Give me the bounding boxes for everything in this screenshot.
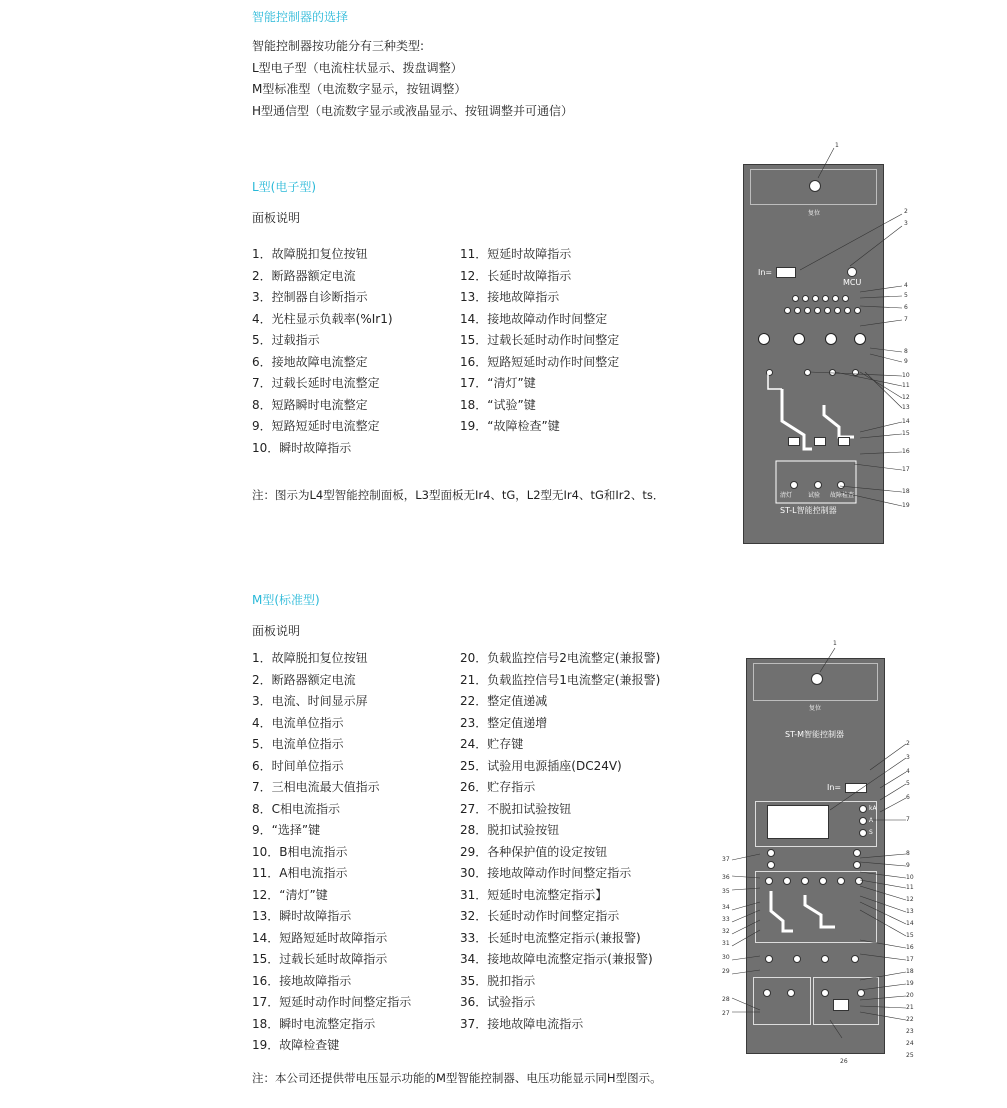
list-item: 3．控制器自诊断指示 xyxy=(252,290,368,304)
list-item: 17．短延时动作时间整定指示 xyxy=(252,995,412,1009)
m-type-list-left xyxy=(252,648,411,1057)
list-item: 13．接地故障指示 xyxy=(460,290,560,304)
callout: 31 xyxy=(722,940,730,947)
callout: 4 xyxy=(904,282,908,289)
callout: 10 xyxy=(906,874,914,881)
callout: 19 xyxy=(902,502,910,509)
callout: 17 xyxy=(902,466,910,473)
m-panel-leaders xyxy=(720,640,910,1050)
callout: 11 xyxy=(902,382,910,389)
unit-s-label: S xyxy=(869,829,873,836)
list-item: 25．试验用电源插座(DC24V) xyxy=(460,758,622,773)
callout: 18 xyxy=(902,488,910,495)
callout: 18 xyxy=(906,968,914,975)
callout: 35 xyxy=(722,888,730,895)
test-key-label: 试验 xyxy=(808,492,821,499)
list-item: 31．短延时电流整定指示】 xyxy=(460,887,608,902)
callout: 30 xyxy=(722,954,730,961)
list-item: 2．断路器额定电流 xyxy=(252,268,356,283)
callout: 3 xyxy=(906,754,910,761)
unit-a-label: A xyxy=(869,817,874,824)
l-type-note: 注：图示为L4型智能控制面板，L3型面板无Ir4、tG，L2型无Ir4、tG和Ir2、ts． xyxy=(252,488,665,502)
callout: 14 xyxy=(906,920,914,927)
model-label: ST-M智能控制器 xyxy=(785,730,845,739)
callout: 11 xyxy=(906,884,914,891)
intro-block xyxy=(252,36,573,122)
callout: 8 xyxy=(904,348,908,355)
m-type-title: M型(标准型) xyxy=(252,593,320,607)
m-type-list-right xyxy=(460,648,660,1035)
callout: 14 xyxy=(902,418,910,425)
callout: 1 xyxy=(833,640,837,647)
list-item: 11．A相电流指示 xyxy=(252,866,348,880)
list-item: 27．不脱扣试验按钮 xyxy=(460,801,572,816)
list-item: 36．试验指示 xyxy=(460,995,536,1009)
l-type-list-left xyxy=(252,244,393,459)
list-item: 9．短路短延时电流整定 xyxy=(252,419,380,433)
callout: 19 xyxy=(906,980,914,987)
callout: 25 xyxy=(906,1052,914,1059)
callout: 16 xyxy=(902,448,910,455)
l-type-title: L型(电子型) xyxy=(252,180,317,194)
callout: 2 xyxy=(904,208,908,215)
list-item: 37．接地故障电流指示 xyxy=(460,1016,584,1031)
callout: 27 xyxy=(722,1010,730,1017)
list-item: 24．贮存键 xyxy=(460,737,524,751)
intro-line: H型通信型（电流数字显示或液晶显示、按钮调整并可通信） xyxy=(252,103,574,118)
unit-ka-label: kA xyxy=(869,805,877,812)
list-item: 6．接地故障电流整定 xyxy=(252,354,368,369)
list-item: 18．“试验”键 xyxy=(460,397,536,412)
callout: 26 xyxy=(840,1058,848,1065)
list-item: 34．接地故障电流整定指示(兼报警) xyxy=(460,952,653,966)
callout: 32 xyxy=(722,928,730,935)
list-item: 4．电流单位指示 xyxy=(252,715,344,730)
list-item: 12．“清灯”键 xyxy=(252,887,328,902)
list-item: 15．过载长延时动作时间整定 xyxy=(460,333,620,347)
list-item: 16．短路短延时动作时间整定 xyxy=(460,354,620,369)
list-item: 16．接地故障指示 xyxy=(252,973,352,988)
model-label: ST-L智能控制器 xyxy=(780,506,837,515)
callout: 1 xyxy=(835,142,839,149)
clear-key-label: 清灯 xyxy=(780,492,793,499)
section-title: 智能控制器的选择 xyxy=(252,10,349,24)
callout: 20 xyxy=(906,992,914,999)
list-item: 13．瞬时故障指示 xyxy=(252,909,352,923)
list-item: 30．接地故障动作时间整定指示 xyxy=(460,866,632,880)
callout: 7 xyxy=(906,816,910,823)
callout: 4 xyxy=(906,768,910,775)
list-item: 7．过载长延时电流整定 xyxy=(252,376,380,390)
list-item: 20．负载监控信号2电流整定(兼报警) xyxy=(460,651,661,665)
list-item: 19．“故障检查”键 xyxy=(460,419,560,433)
intro-line: M型标准型（电流数字显示，按钮调整） xyxy=(252,82,467,96)
callout: 12 xyxy=(902,394,910,401)
list-item: 12．长延时故障指示 xyxy=(460,268,572,283)
callout: 10 xyxy=(902,372,910,379)
list-item: 5．电流单位指示 xyxy=(252,737,344,751)
callout: 2 xyxy=(906,740,910,747)
mcu-label: MCU xyxy=(843,278,862,287)
list-item: 17．“清灯”键 xyxy=(460,376,536,390)
callout: 15 xyxy=(906,932,914,939)
callout: 24 xyxy=(906,1040,914,1047)
list-item: 10．B相电流指示 xyxy=(252,844,348,859)
list-item: 11．短延时故障指示 xyxy=(460,247,572,261)
callout: 5 xyxy=(904,292,908,299)
l-panel-leaders xyxy=(740,140,920,520)
list-item: 10．瞬时故障指示 xyxy=(252,440,352,455)
list-item: 21．负载监控信号1电流整定(兼报警) xyxy=(460,672,661,687)
list-item: 29．各种保护值的设定按钮 xyxy=(460,844,608,859)
l-type-list-right xyxy=(460,244,619,438)
intro-line: 智能控制器按功能分有三种类型: xyxy=(252,39,425,53)
callout: 29 xyxy=(722,968,730,975)
list-item: 18．瞬时电流整定指示 xyxy=(252,1016,376,1031)
in-label: In= xyxy=(827,783,842,792)
callout: 21 xyxy=(906,1004,914,1011)
list-item: 35．脱扣指示 xyxy=(460,973,536,988)
m-type-note: 注：本公司还提供带电压显示功能的M型智能控制器、电压功能显示同H型图示。 xyxy=(252,1071,662,1085)
list-item: 22．整定值递减 xyxy=(460,694,548,708)
check-key-label: 故障检查 xyxy=(830,492,855,499)
list-item: 3．电流、时间显示屏 xyxy=(252,694,368,708)
callout: 15 xyxy=(902,430,910,437)
callout: 33 xyxy=(722,916,730,923)
list-item: 7．三相电流最大值指示 xyxy=(252,780,380,794)
callout: 5 xyxy=(906,780,910,787)
list-item: 8．C相电流指示 xyxy=(252,801,341,816)
callout: 36 xyxy=(722,874,730,881)
callout: 37 xyxy=(722,856,730,863)
list-item: 26．贮存指示 xyxy=(460,780,536,794)
l-type-subtitle: 面板说明 xyxy=(252,211,301,225)
callout: 9 xyxy=(906,862,910,869)
callout: 34 xyxy=(722,904,730,911)
m-type-subtitle: 面板说明 xyxy=(252,624,301,638)
callout: 23 xyxy=(906,1028,914,1035)
callout: 13 xyxy=(902,404,910,411)
list-item: 33．长延时电流整定指示(兼报警) xyxy=(460,930,641,945)
callout: 22 xyxy=(906,1016,914,1023)
callout: 16 xyxy=(906,944,914,951)
callout: 9 xyxy=(904,358,908,365)
callout: 28 xyxy=(722,996,730,1003)
callout: 8 xyxy=(906,850,910,857)
list-item: 15．过载长延时故障指示 xyxy=(252,952,388,966)
list-item: 6．时间单位指示 xyxy=(252,758,344,773)
list-item: 32．长延时动作时间整定指示 xyxy=(460,909,620,923)
callout: 13 xyxy=(906,908,914,915)
list-item: 5．过载指示 xyxy=(252,333,320,347)
callout: 3 xyxy=(904,220,908,227)
callout: 7 xyxy=(904,316,908,323)
reset-label: 复位 xyxy=(809,705,822,712)
list-item: 14．接地故障动作时间整定 xyxy=(460,311,608,326)
list-item: 14．短路短延时故障指示 xyxy=(252,930,388,945)
list-item: 1．故障脱扣复位按钮 xyxy=(252,651,368,665)
callout: 6 xyxy=(904,304,908,311)
callout: 17 xyxy=(906,956,914,963)
list-item: 2．断路器额定电流 xyxy=(252,672,356,687)
list-item: 8．短路瞬时电流整定 xyxy=(252,397,368,412)
list-item: 19．故障检查键 xyxy=(252,1038,340,1052)
reset-label: 复位 xyxy=(808,210,821,217)
list-item: 9．“选择”键 xyxy=(252,823,321,837)
in-label: In= xyxy=(758,268,773,277)
list-item: 28．脱扣试验按钮 xyxy=(460,823,560,837)
callout: 6 xyxy=(906,794,910,801)
list-item: 1．故障脱扣复位按钮 xyxy=(252,247,368,261)
list-item: 23．整定值递增 xyxy=(460,715,548,730)
callout: 12 xyxy=(906,896,914,903)
intro-line: L型电子型（电流柱状显示、拨盘调整） xyxy=(252,60,463,75)
list-item: 4．光柱显示负载率(%Ir1) xyxy=(252,311,393,326)
